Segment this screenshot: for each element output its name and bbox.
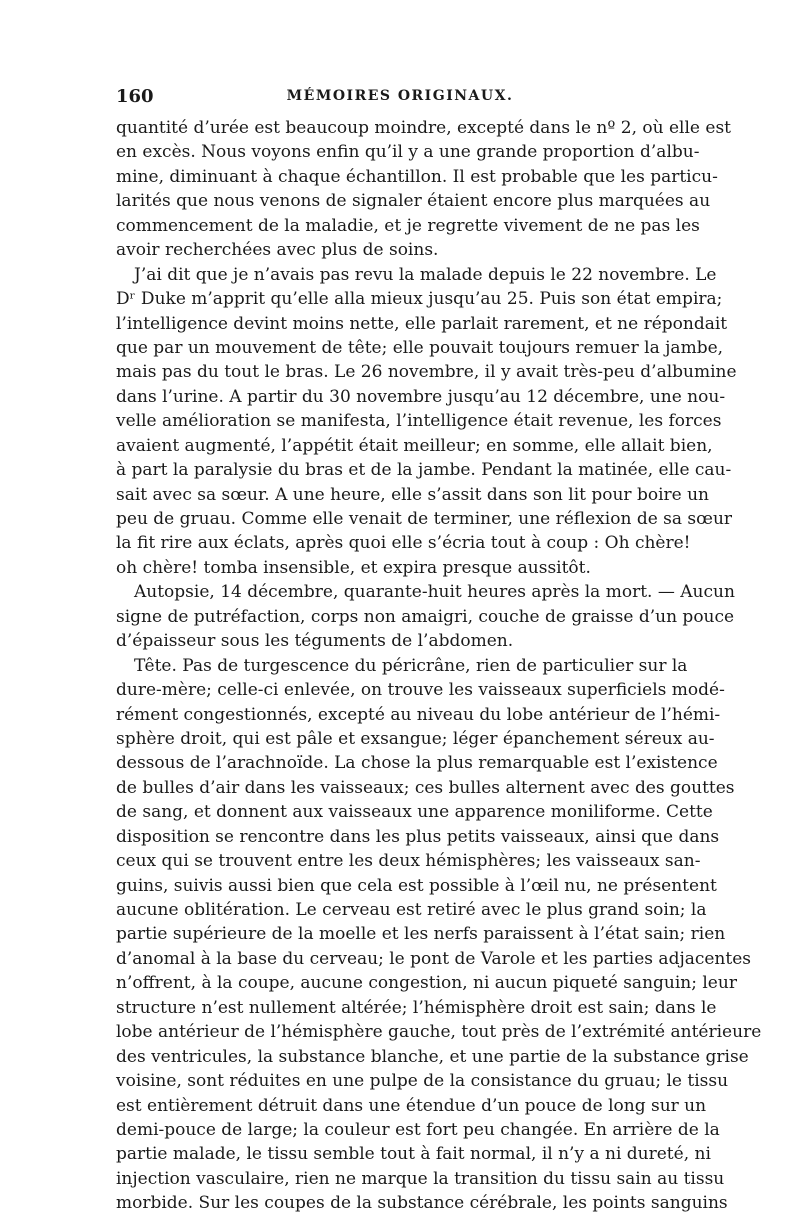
text-line: mine, diminuant à chaque échantillon. Il est probable que les particu- <box>116 166 718 187</box>
text-line: structure n’est nullement altérée; l’hémisphère droit est sain; dans le <box>116 997 717 1018</box>
text-line: voisine, sont réduites en une pulpe de la consistance du gruau; le tissu <box>116 1071 729 1092</box>
text-line: rément congestionnés, excepté au niveau du lobe antérieur de l’hémi- <box>116 704 721 725</box>
text-line: signe de putréfaction, corps non amaigri, couche de graisse d’un pouce <box>116 606 735 627</box>
text-line: quantité d’urée est beaucoup moindre, excepté dans le nº 2, où elle est <box>116 118 731 138</box>
text-line: avaient augmenté, l’appétit était meilleur; en somme, elle allait bien, <box>116 435 713 456</box>
running-head <box>116 86 684 116</box>
text-line: Tête. Pas de turgescence du péricrâne, rien de particulier sur la <box>134 655 688 676</box>
text-line: larités que nous venons de signaler étaient encore plus marquées au <box>116 191 711 212</box>
text-line: disposition se rencontre dans les plus petits vaisseaux, ainsi que dans <box>116 826 720 847</box>
text-line: velle amélioration se manifesta, l’intelligence était revenue, les forces <box>116 411 722 432</box>
text-line: Autopsie, 14 décembre, quarante-huit heures après la mort. — Aucun <box>134 582 735 603</box>
text-line: partie supérieure de la moelle et les nerfs paraissent à l’état sain; rien <box>116 924 726 945</box>
text-line: des ventricules, la substance blanche, et une partie de la substance grise <box>116 1046 749 1067</box>
text-line: l’intelligence devint moins nette, elle parlait rarement, et ne répondait <box>116 313 728 334</box>
text-line: injection vasculaire, rien ne marque la transition du tissu sain au tissu <box>116 1168 725 1189</box>
text-line: de sang, et donnent aux vaisseaux une apparence moniliforme. Cette <box>116 802 713 823</box>
text-line: dessous de l’arachnoïde. La chose la plus remarquable est l’existence <box>116 753 718 774</box>
text-line: d’anomal à la base du cerveau; le pont de Varole et les parties adjacentes <box>116 948 752 969</box>
text-line: J’ai dit que je n’avais pas revu la malade depuis le 22 novembre. Le <box>134 264 717 285</box>
text-line: partie malade, le tissu semble tout à fait normal, il n’y a ni dureté, ni <box>116 1144 711 1165</box>
text-line: morbide. Sur les coupes de la substance cérébrale, les points sanguins <box>116 1193 728 1214</box>
text-line: oh chère! tomba insensible, et expira presque aussitôt. <box>116 557 591 578</box>
text-line: n’offrent, à la coupe, aucune congestion, ni aucun piqueté sanguin; leur <box>116 973 737 994</box>
running-title: MÉMOIRES ORIGINAUX. <box>286 88 514 104</box>
text-line: sphère droit, qui est pâle et exsangue; léger épanchement séreux au- <box>116 728 715 749</box>
text-line: sait avec sa sœur. A une heure, elle s’assit dans son lit pour boire un <box>116 484 709 505</box>
body-text <box>116 116 762 1216</box>
text-line: à part la paralysie du bras et de la jambe. Pendant la matinée, elle cau- <box>116 460 732 481</box>
text-line: avoir recherchées avec plus de soins. <box>116 240 439 261</box>
text-line: mais pas du tout le bras. Le 26 novembre, il y avait très-peu d’albumine <box>116 362 737 383</box>
text-line: lobe antérieur de l’hémisphère gauche, tout près de l’extrémité antérieure <box>116 1022 762 1043</box>
text-line: dans l’urine. A partir du 30 novembre jusqu’au 12 décembre, une nou- <box>116 386 726 407</box>
text-line: Dʳ Duke m’apprit qu’elle alla mieux jusqu’au 25. Puis son état empira; <box>116 289 723 310</box>
text-line: la fit rire aux éclats, après quoi elle s’écria tout à coup : Oh chère! <box>116 533 691 554</box>
text-line: que par un mouvement de tête; elle pouvait toujours remuer la jambe, <box>116 337 724 358</box>
text-line: peu de gruau. Comme elle venait de terminer, une réflexion de sa sœur <box>116 509 733 529</box>
page-number: 160 <box>116 86 154 107</box>
text-line: de bulles d’air dans les vaisseaux; ces bulles alternent avec des gouttes <box>116 777 735 798</box>
book-page <box>116 86 762 1216</box>
text-line: d’épaisseur sous les téguments de l’abdomen. <box>116 631 514 652</box>
text-line: demi-pouce de large; la couleur est fort peu changée. En arrière de la <box>116 1119 720 1140</box>
text-line: aucune oblitération. Le cerveau est retiré avec le plus grand soin; la <box>116 900 707 920</box>
text-line: est entièrement détruit dans une étendue d’un pouce de long sur un <box>116 1095 707 1116</box>
text-line: commencement de la maladie, et je regrette vivement de ne pas les <box>116 215 700 236</box>
text-line: en excès. Nous voyons enfin qu’il y a une grande proportion d’albu- <box>116 142 700 163</box>
text-line: guins, suivis aussi bien que cela est possible à l’œil nu, ne présentent <box>116 875 717 896</box>
text-line: dure-mère; celle-ci enlevée, on trouve les vaisseaux superficiels modé- <box>116 680 725 701</box>
text-line: ceux qui se trouvent entre les deux hémisphères; les vaisseaux san- <box>116 851 701 872</box>
